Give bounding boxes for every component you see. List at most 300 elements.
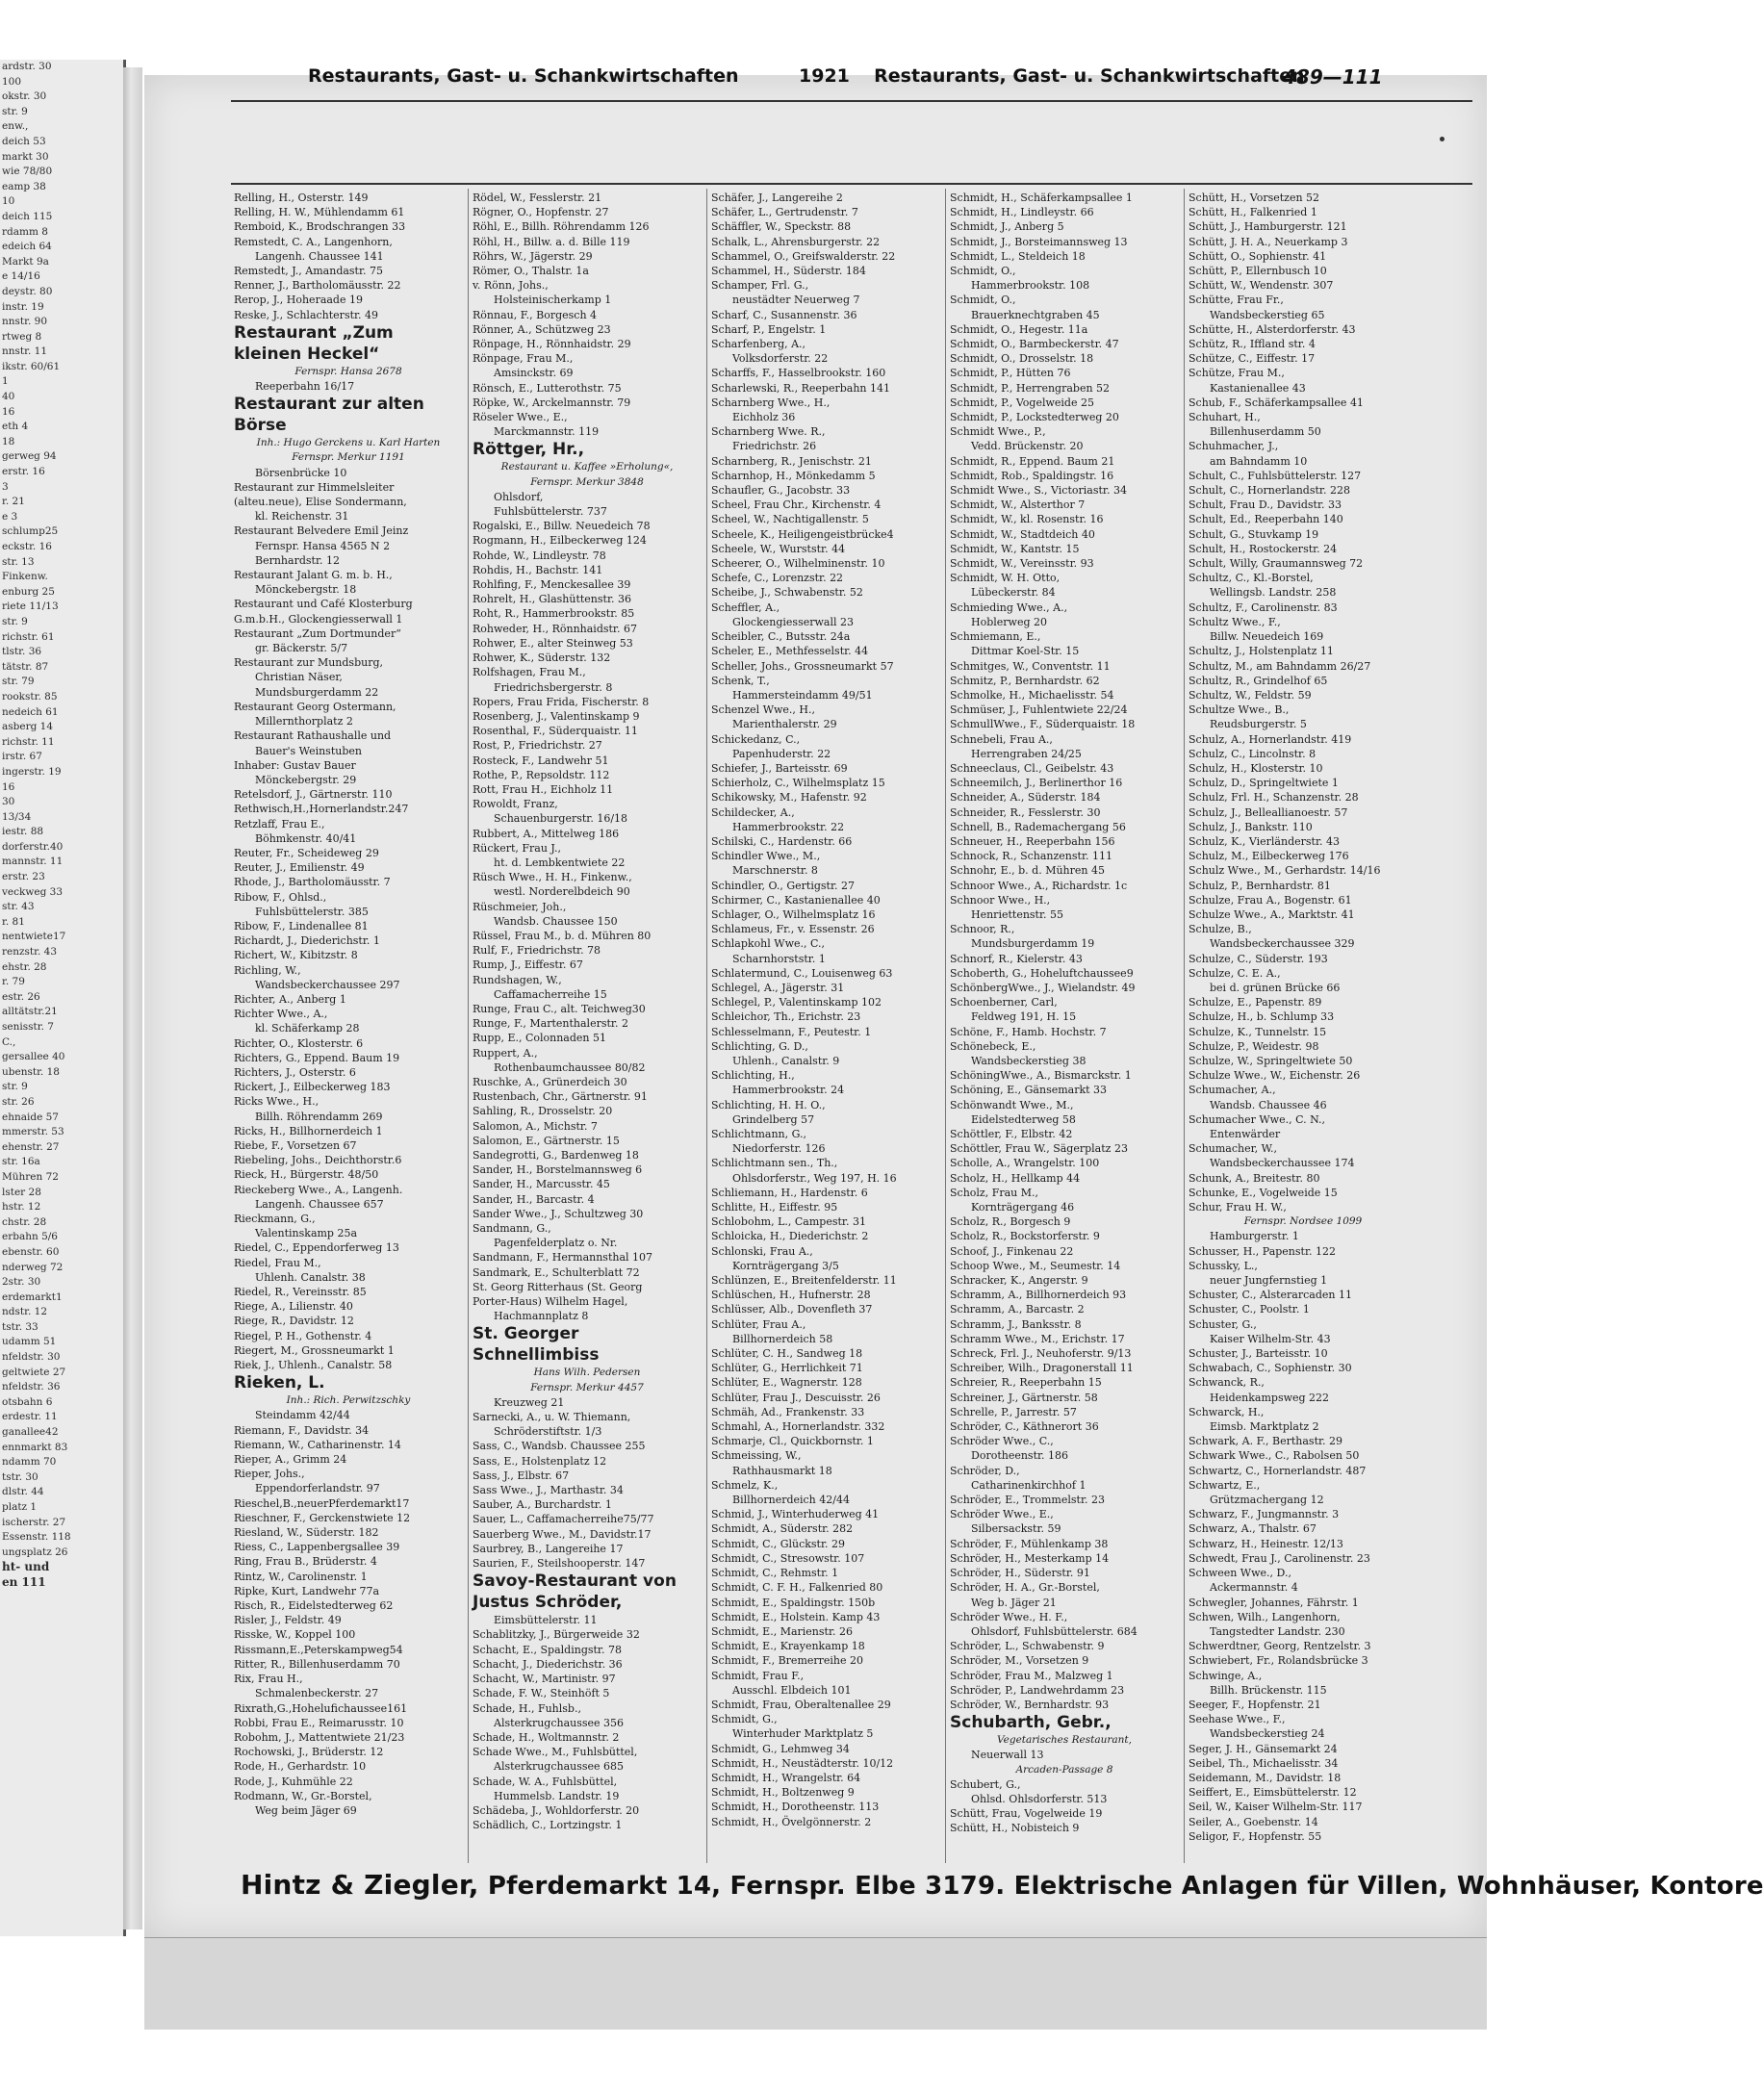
previous-page-line: en 111 [2,1574,46,1589]
directory-entry: Schütt, H., Nobisteich 9 [950,1822,1080,1835]
previous-page-line: schlump25 [2,525,59,538]
directory-entry: Scheele, W., Wurststr. 44 [711,542,846,555]
directory-entry: Schmidt, W., Vereinsstr. 93 [950,557,1094,571]
directory-entry: Schade, W. A., Fuhlsbüttel, [473,1775,618,1788]
directory-entry: Caffamacherreihe 15 [494,987,607,1001]
directory-entry: Rerop, J., Hoheraade 19 [234,294,363,307]
directory-entry: Schmeissing, W., [711,1449,802,1463]
directory-entry: Rodmann, W., Gr.-Borstel, [234,1789,372,1802]
directory-entry: Rowoldt, Franz, [473,798,558,811]
directory-entry: Schlesselmann, F., Peutestr. 1 [711,1025,872,1038]
directory-entry: Schmidt, E., Holstein. Kamp 43 [711,1610,881,1623]
directory-entry: Schlichting, H., [711,1069,795,1083]
directory-entry: Feldweg 191, H. 15 [971,1010,1077,1024]
directory-entry: Reudsburgerstr. 5 [1210,718,1307,731]
book-spine [123,67,142,1929]
directory-entry: Schmidt, R., Eppend. Baum 21 [950,454,1115,468]
directory-entry: Schultz, C., Kl.-Borstel, [1189,572,1314,585]
directory-entry: v. Rönn, Johs., [473,279,549,293]
directory-entry: Winterhuder Marktplatz 5 [732,1727,874,1741]
directory-entry: Bauer's Weinstuben [255,744,362,757]
directory-entry: Restaurant Belvedere Emil Jeinz [234,524,409,538]
directory-entry: Christian Näser, [255,671,343,684]
previous-page-line: dorferstr.40 [2,840,64,853]
previous-page-line: estr. 26 [2,990,40,1003]
directory-entry: Mundsburgerdamm 19 [971,937,1095,951]
directory-entry: Remboid, K., Brodschrangen 33 [234,220,406,234]
previous-page-line: Mühren 72 [2,1170,59,1183]
directory-entry: Kornträgergang 46 [971,1201,1075,1214]
previous-page-line: nnstr. 90 [2,316,48,328]
directory-entry: Fernspr. Hansa 2678 [294,365,402,377]
directory-entry: Wandsbeckerchaussee 174 [1210,1157,1355,1170]
directory-entry: Rödel, W., Fesslerstr. 21 [473,192,602,204]
directory-entry: Schubert, G., [950,1777,1021,1791]
listing-column-3 [711,191,940,1829]
directory-entry: Schult, G., Stuvkamp 19 [1189,527,1319,541]
previous-page-line: gersallee 40 [2,1051,65,1063]
directory-entry: Riek, J., Uhlenh., Canalstr. 58 [234,1359,393,1372]
directory-entry: Rode, H., Gerhardstr. 10 [234,1760,367,1774]
listing-column-2 [473,191,702,1832]
directory-entry: Richter Wwe., A., [234,1008,328,1021]
directory-entry: Schlüsser, Alb., Dovenfleth 37 [711,1303,873,1316]
directory-entry: Neuerwall 13 [971,1749,1044,1762]
previous-page-line: erbahn 5/6 [2,1231,58,1243]
directory-entry: Scharffs, F., Hasselbrookstr. 160 [711,367,886,380]
directory-entry: Schmidt, W. H. Otto, [950,572,1061,585]
directory-entry: Grützmachergang 12 [1210,1494,1324,1507]
directory-entry: Friedrichstr. 26 [732,440,817,453]
directory-entry: Schmidt, W., Kantstr. 15 [950,542,1080,555]
directory-entry: Langenh. Chaussee 657 [255,1197,384,1211]
directory-entry: Ritter, R., Billenhuserdamm 70 [234,1657,400,1671]
directory-entry: Schwiebert, Fr., Rolandsbrücke 3 [1189,1654,1368,1668]
directory-entry: Schlüter, C. H., Sandweg 18 [711,1347,863,1361]
directory-entry: Sander, H., Marcusstr. 45 [473,1178,610,1191]
directory-entry: Hammerbrookstr. 108 [971,279,1090,293]
directory-entry: Retzlaff, Frau E., [234,817,325,830]
directory-entry: Schnebeli, Frau A., [950,732,1053,746]
directory-entry: Fernspr. Merkur 3848 [530,475,644,488]
previous-page-line: ebenstr. 60 [2,1245,60,1258]
directory-entry: Schulze, Frau A., Bogenstr. 61 [1189,893,1352,907]
directory-entry: Seligor, F., Hopfenstr. 55 [1189,1829,1322,1843]
directory-entry: Hamburgerstr. 1 [1210,1230,1299,1243]
directory-entry: Schmidt, H., Neustädterstr. 10/12 [711,1756,894,1770]
directory-entry: Schmüser, J., Fuhlentwiete 22/24 [950,703,1128,717]
directory-entry: Hammerbrookstr. 24 [732,1084,845,1097]
directory-entry: Seger, J. H., Gänsemarkt 24 [1189,1742,1338,1755]
previous-page-line: r. 81 [2,915,25,928]
directory-entry: Schwarz, H., Heinestr. 12/13 [1189,1537,1343,1550]
directory-entry: Schäfer, J., Langereihe 2 [711,192,843,204]
directory-entry: Heidenkampsweg 222 [1210,1391,1330,1404]
listing-column-4 [950,191,1179,1836]
previous-page-line: tstr. 33 [2,1320,38,1333]
directory-entry: Schmidt, E., Spaldingstr. 150b [711,1596,876,1609]
directory-entry: Volksdorferstr. 22 [732,352,829,366]
directory-entry: Runge, Frau C., alt. Teichweg30 [473,1002,646,1015]
directory-entry: Schultze Wwe., B., [1189,703,1290,717]
directory-entry: Ring, Frau B., Brüderstr. 4 [234,1555,377,1569]
directory-entry: Schikowsky, M., Hafenstr. 92 [711,791,867,805]
directory-entry: Rosteck, F., Landwehr 51 [473,754,609,767]
directory-entry: Millernthorplatz 2 [255,715,353,728]
directory-entry: Schwinge, A., [1189,1669,1263,1682]
directory-entry: Mönckebergstr. 29 [255,773,357,786]
directory-entry: SchönbergWwe., J., Wielandstr. 49 [950,981,1136,994]
directory-entry: Relling, H., Osterstr. 149 [234,192,369,204]
previous-page-line: nderweg 72 [2,1261,64,1273]
directory-entry: Schade, H., Woltmannstr. 2 [473,1730,620,1744]
previous-page-line: ischerstr. 27 [2,1516,66,1528]
directory-entry: Schlameus, Fr., v. Essenstr. 26 [711,923,875,936]
business-heading: Schubarth, Gebr., [950,1713,1112,1733]
directory-entry: Riegert, M., Grossneumarkt 1 [234,1343,395,1357]
directory-entry: (alteu.neue), Elise Sondermann, [234,496,407,509]
directory-entry: Billhornerdeich 42/44 [732,1494,850,1507]
directory-entry: gr. Bäckerstr. 5/7 [255,642,348,655]
directory-entry: Rundshagen, W., [473,973,562,986]
previous-page-line: mmerstr. 53 [2,1126,64,1138]
directory-entry: Rustenbach, Chr., Gärtnerstr. 91 [473,1090,648,1104]
directory-entry: Schäfer, L., Gertrudenstr. 7 [711,206,858,219]
directory-entry: Marckmannstr. 119 [494,425,600,439]
directory-entry: Schoof, J., Finkenau 22 [950,1244,1074,1258]
previous-page-line: eth 4 [2,421,29,433]
directory-entry: Schramm, A., Billhornerdeich 93 [950,1289,1127,1302]
directory-entry: Schönebeck, E., [950,1039,1036,1053]
directory-entry: Reuter, J., Emilienstr. 49 [234,861,365,875]
directory-entry: Scheerer, O., Wilhelminenstr. 10 [711,557,885,571]
directory-entry: Schwanck, R., [1189,1376,1265,1390]
previous-page-line: gerweg 94 [2,450,57,463]
directory-entry: Rüsch Wwe., H. H., Finkenw., [473,871,632,884]
directory-entry: Schlüter, Frau A., [711,1317,806,1331]
directory-entry: Schwarz, A., Thalstr. 67 [1189,1522,1317,1536]
directory-entry: Schröder, D., [950,1464,1020,1477]
previous-page-line: str. 16a [2,1156,40,1168]
previous-page-line: ehstr. 28 [2,960,47,973]
directory-entry: Schmidt, P., Herrengraben 52 [950,381,1111,395]
directory-entry: Schumacher, A., [1189,1084,1276,1097]
directory-entry: Schacht, J., Diederichstr. 36 [473,1657,623,1671]
directory-entry: Richters, G., Eppend. Baum 19 [234,1051,400,1064]
directory-entry: Schütte, Frau Fr., [1189,294,1284,307]
directory-entry: Schulze Wwe., A., Marktstr. 41 [1189,907,1355,921]
directory-entry: Schoenberner, Carl, [950,996,1058,1009]
directory-entry: Marienthalerstr. 29 [732,718,837,731]
directory-entry: Schmidt, C., Stresowstr. 107 [711,1551,865,1565]
directory-entry: Schröder, Frau M., Malzweg 1 [950,1669,1113,1682]
directory-entry: Scharnberg, R., Jenischstr. 21 [711,454,872,468]
directory-entry: Schmiemann, E., [950,630,1041,644]
directory-entry: Schulz, C., Lincolnstr. 8 [1189,747,1317,760]
previous-page-line: erdemarkt1 [2,1290,63,1303]
directory-entry: Rieckmann, G., [234,1213,316,1225]
previous-page-line: Essenstr. 118 [2,1531,71,1544]
directory-entry: Schöttler, F., Elbstr. 42 [950,1128,1073,1140]
directory-entry: Scharf, P., Engelstr. 1 [711,322,827,336]
directory-entry: Schracker, K., Angerstr. 9 [950,1274,1088,1288]
directory-entry: Seil, W., Kaiser Wilhelm-Str. 117 [1189,1801,1363,1814]
directory-entry: Schulz, A., Hornerlandstr. 419 [1189,732,1352,746]
directory-entry: Ribow, F., Ohlsd., [234,890,327,904]
directory-entry: Schmidt, W., Alsterthor 7 [950,498,1086,512]
directory-entry: westl. Norderelbdeich 90 [494,885,630,899]
previous-page-line: 40 [2,391,15,403]
directory-entry: Schilski, C., Hardenstr. 66 [711,834,853,848]
directory-entry: Rupp, E., Colonnaden 51 [473,1032,606,1045]
directory-entry: Schmidt, L., Steldeich 18 [950,249,1086,263]
header-rule-bottom [231,183,1472,185]
previous-page-line: veckweg 33 [2,885,64,898]
previous-page-line: rookstr. 85 [2,690,58,703]
previous-page-line: deich 53 [2,135,46,147]
directory-entry: Hammersteindamm 49/51 [732,688,873,702]
directory-entry: Remstedt, C. A., Langenhorn, [234,235,393,248]
directory-entry: Schneeclaus, Cl., Geibelstr. 43 [950,761,1114,775]
previous-page-line: erdestr. 11 [2,1411,58,1423]
previous-page-line: nfeldstr. 36 [2,1381,61,1393]
page-number: 489—111 [1283,65,1383,89]
previous-page-line: renzstr. 43 [2,946,58,958]
directory-entry: Schulz, P., Bernhardstr. 81 [1189,879,1331,892]
directory-entry: Rönpage, H., Rönnhaidstr. 29 [473,338,631,351]
directory-entry: SchmullWwe., F., Süderquaistr. 18 [950,718,1136,731]
directory-entry: Schmidt, W., Stadtdeich 40 [950,527,1095,541]
directory-entry: Scharnhorststr. 1 [732,952,826,965]
directory-entry: Schultz, R., Grindelhof 65 [1189,674,1328,687]
previous-page-line: r. 79 [2,976,25,988]
previous-page-line: ehnaide 57 [2,1111,59,1123]
previous-page-line: rdamm 8 [2,225,48,238]
directory-entry: Alsterkrugchaussee 356 [494,1716,625,1729]
directory-entry: Schröder Wwe., E., [950,1508,1054,1521]
directory-entry: Schröder, W., Bernhardstr. 93 [950,1698,1110,1711]
column-divider [706,189,707,1863]
directory-entry: Seiler, A., Goebenstr. 14 [1189,1815,1318,1828]
previous-page-line: str. 9 [2,615,28,627]
directory-entry: Schmidt Wwe., P., [950,425,1046,439]
directory-entry: Wellingsb. Landstr. 258 [1210,586,1337,600]
directory-entry: Schröder, E., Trommelstr. 23 [950,1494,1105,1507]
directory-entry: Richter, A., Anberg 1 [234,992,346,1006]
directory-entry: Schultz, M., am Bahndamm 26/27 [1189,659,1371,673]
directory-entry: Scharf, C., Susannenstr. 36 [711,308,857,321]
directory-entry: Schuster, J., Barteisstr. 10 [1189,1347,1328,1361]
directory-entry: Rüschmeier, Joh., [473,900,567,913]
directory-entry: Rohwer, K., Süderstr. 132 [473,651,611,665]
directory-entry: Schütt, H., Falkenried 1 [1189,206,1317,219]
directory-entry: Alsterkrugchaussee 685 [494,1760,625,1774]
directory-entry: Schamper, Frl. G., [711,279,809,293]
directory-entry: Schmitz, P., Bernhardstr. 62 [950,674,1100,687]
directory-entry: Schulz, J., Belleallianoestr. 57 [1189,805,1348,819]
directory-entry: Vedd. Brückenstr. 20 [971,440,1084,453]
directory-entry: Inh.: Hugo Gerckens u. Karl Harten [256,437,441,449]
directory-entry: Rixrath,G.,Hohelufichaussee161 [234,1701,408,1715]
directory-entry: Catharinenkirchhof 1 [971,1478,1087,1492]
directory-entry: Schindler, O., Gertigstr. 27 [711,879,855,892]
previous-page-line: eamp 38 [2,180,46,192]
previous-page-line: str. 43 [2,901,35,913]
directory-entry: Schenzel Wwe., H., [711,703,816,717]
directory-entry: Ohlsdorf, Fuhlsbüttelerstr. 684 [971,1624,1138,1638]
header-year: 1921 [799,65,850,87]
directory-entry: Reske, J., Schlachterstr. 49 [234,308,379,321]
directory-entry: Schade, H., Fuhlsb., [473,1701,581,1715]
directory-entry: Restaurant u. Kaffee »Erholung«, [500,461,674,473]
directory-entry: Ohlsdorferstr., Weg 197, H. 16 [732,1171,897,1185]
directory-entry: Holsteinischerkamp 1 [494,294,612,307]
directory-entry: Amsinckstr. 69 [494,367,574,380]
directory-entry: Schädeba, J., Wohldorferstr. 20 [473,1803,640,1817]
previous-page-line: ikstr. 60/61 [2,360,61,372]
header-rule-top [231,100,1472,102]
directory-entry: Porter-Haus) Wilhelm Hagel, [473,1295,628,1309]
directory-entry: Schub, F., Schäferkampsallee 41 [1189,396,1364,409]
directory-entry: Schade, F. W., Steinhöft 5 [473,1687,610,1700]
directory-entry: Rohrelt, H., Glashüttenstr. 36 [473,593,631,606]
previous-page-line: ndstr. 12 [2,1306,47,1318]
directory-entry: Schreiber, Wilh., Dragonerstall 11 [950,1362,1134,1375]
directory-entry: Rögner, O., Hopfenstr. 27 [473,206,609,219]
directory-entry: Schmidt, Frau, Oberaltenallee 29 [711,1698,891,1711]
directory-entry: Weg beim Jäger 69 [255,1803,357,1817]
directory-entry: Ropers, Frau Frida, Fischerstr. 8 [473,695,650,708]
directory-entry: Inhaber: Gustav Bauer [234,758,356,772]
directory-entry: Schwartz, E., [1189,1478,1261,1492]
directory-entry: Sauber, A., Burchardstr. 1 [473,1498,612,1512]
directory-entry: Röhl, E., Billh. Röhrendamm 126 [473,220,650,234]
directory-entry: Schlüschen, H., Hufnerstr. 28 [711,1289,871,1302]
directory-entry: Rissmann,E.,Peterskampweg54 [234,1643,403,1656]
directory-entry: Schult, H., Rostockerstr. 24 [1189,542,1338,555]
directory-entry: Eppendorferlandstr. 97 [255,1482,380,1495]
previous-page-line: tstr. 30 [2,1470,38,1483]
previous-page-line: deystr. 80 [2,285,53,297]
directory-entry: Riege, A., Lilienstr. 40 [234,1300,353,1314]
previous-page-line: ardstr. 30 [2,61,52,72]
directory-entry: Fernspr. Hansa 4565 N 2 [255,539,391,552]
directory-entry: kl. Reichenstr. 31 [255,510,349,524]
directory-entry: Schlüter, G., Herrlichkeit 71 [711,1362,863,1375]
directory-entry: Rochowski, J., Brüderstr. 12 [234,1746,384,1759]
previous-page-line: otsbahn 6 [2,1395,53,1408]
directory-entry: Sandmann, G., [473,1222,551,1236]
directory-entry: Restaurant Jalant G. m. b. H., [234,569,393,582]
directory-entry: Glockengiesserwall 23 [732,615,854,628]
previous-page-line: platz 1 [2,1501,38,1513]
directory-entry: Schütt, P., Ellernbusch 10 [1189,265,1327,278]
previous-page-line: 2str. 30 [2,1276,41,1289]
directory-entry: Schütt, H., Vorsetzen 52 [1189,192,1320,204]
directory-entry: Schablitzky, J., Bürgerweide 32 [473,1628,640,1642]
directory-entry: Billh. Brückenstr. 115 [1210,1683,1327,1697]
directory-entry: Schäffler, W., Speckstr. 88 [711,220,852,234]
directory-entry: Schulz, Frl. H., Schanzenstr. 28 [1189,791,1359,805]
previous-page-line: deich 115 [2,210,53,222]
directory-entry: Wandsbeckerchaussee 297 [255,978,400,991]
directory-entry: Schönwandt Wwe., M., [950,1098,1074,1111]
directory-entry: Schröder, H., Mesterkamp 14 [950,1551,1110,1565]
directory-entry: Hans Wilh. Pedersen [533,1367,641,1379]
directory-entry: Schütte, H., Alsterdorferstr. 43 [1189,322,1356,336]
directory-entry: Schefe, C., Lorenzstr. 22 [711,572,844,585]
directory-entry: Schmidt, H., Lindleystr. 66 [950,206,1094,219]
directory-entry: Röhl, H., Billw. a. d. Bille 119 [473,235,630,248]
directory-entry: Schmidt, H., Övelgönnerstr. 2 [711,1815,872,1828]
directory-entry: Schütt, Frau, Vogelweide 19 [950,1807,1103,1821]
directory-entry: Scheibe, J., Schwabenstr. 52 [711,586,863,600]
directory-entry: Schoberth, G., Hoheluftchaussee9 [950,966,1134,980]
directory-entry: Ohlsd. Ohlsdorferstr. 513 [971,1792,1108,1805]
directory-entry: Schnoor Wwe., A., Richardstr. 1c [950,879,1128,892]
directory-entry: Wandsb. Chaussee 150 [494,914,618,928]
directory-entry: Schmidt, O., [950,294,1016,307]
directory-entry: Rethwisch,H.,Hornerlandstr.247 [234,803,409,816]
directory-entry: Mundsburgerdamm 22 [255,685,379,699]
directory-entry: Fuhlsbüttelerstr. 385 [255,905,369,918]
directory-entry: Silbersackstr. 59 [971,1522,1061,1536]
directory-entry: Restaurant „Zum Dortmunder“ [234,626,401,640]
directory-entry: Eimsb. Marktplatz 2 [1210,1420,1319,1434]
directory-entry: Schmid, J., Winterhuderweg 41 [711,1508,880,1521]
directory-entry: Ruppert, A., [473,1046,538,1060]
directory-entry: Schlapkohl Wwe., C., [711,937,826,951]
previous-page-line: tlstr. 36 [2,646,42,658]
directory-entry: Sauer, L., Caffamacherreihe75/77 [473,1513,654,1526]
previous-page-line: e 14/16 [2,270,40,283]
directory-entry: Rohwer, E., alter Steinweg 53 [473,636,633,650]
directory-entry: Wandsbeckerchaussee 329 [1210,937,1355,951]
directory-entry: Schlager, O., Wilhelmsplatz 16 [711,907,876,921]
directory-entry: Schnell, B., Rademachergang 56 [950,820,1126,833]
directory-entry: Roht, R., Hammerbrookstr. 85 [473,607,635,621]
previous-page-line: 100 [2,75,22,88]
listing-column-1 [234,191,463,1818]
directory-entry: Eichholz 36 [732,411,796,424]
directory-entry: Scharnberg Wwe. R., [711,425,826,439]
previous-page-line: str. 9 [2,1081,28,1093]
directory-entry: Schult, Frau D., Davidstr. 33 [1189,498,1342,512]
directory-entry: Schiefer, J., Barteisstr. 69 [711,761,848,775]
directory-entry: Sander, H., Borstelmannsweg 6 [473,1163,643,1177]
previous-page-line: 10 [2,195,15,208]
directory-entry: Riebeling, Johs., Deichthorstr.6 [234,1154,402,1167]
previous-page-line: Finkenw. [2,571,48,583]
previous-page-line: str. 13 [2,555,35,568]
directory-entry: Restaurant und Café Klosterburg [234,598,413,611]
directory-entry: Schmidt, C. F. H., Falkenried 80 [711,1581,883,1595]
directory-entry: Risler, J., Feldstr. 49 [234,1614,342,1627]
directory-entry: Schröder Wwe., H. F., [950,1610,1068,1623]
previous-page-line: dlstr. 44 [2,1486,44,1498]
directory-entry: Schneider, A., Süderstr. 184 [950,791,1101,805]
previous-page-line: alltätstr.21 [2,1006,58,1018]
directory-entry: Schmidt Wwe., S., Victoriastr. 34 [950,484,1127,498]
directory-entry: Rintz, W., Carolinenstr. 1 [234,1570,368,1583]
directory-entry: Schnoor Wwe., H., [950,893,1051,907]
directory-entry: Schickedanz, C., [711,732,801,746]
previous-page-line: 1 [2,375,9,388]
directory-entry: Brauerknechtgraben 45 [971,308,1100,321]
directory-entry: Schmidt, Rob., Spaldingstr. 16 [950,469,1114,482]
directory-entry: Schultz, J., Holstenplatz 11 [1189,645,1334,658]
directory-entry: Schütt, W., Wendenstr. 307 [1189,279,1334,293]
